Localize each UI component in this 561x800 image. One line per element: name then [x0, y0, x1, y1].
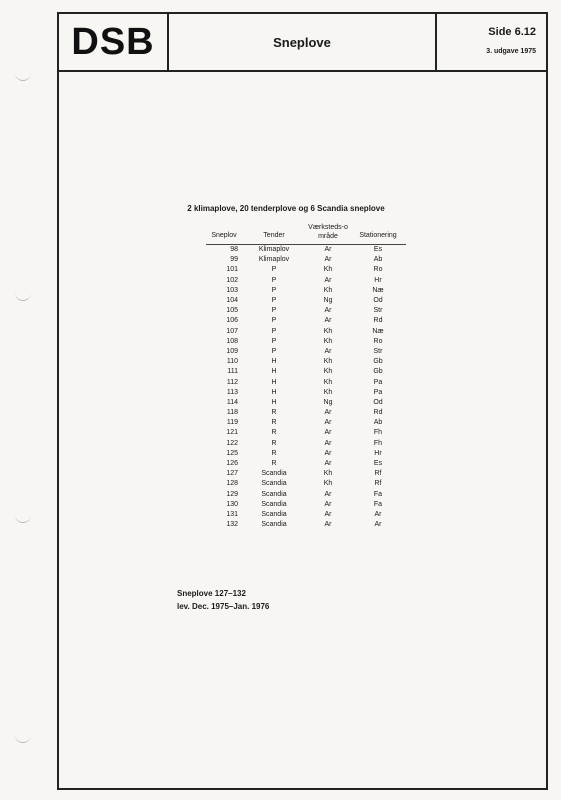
cell-sneplov — [206, 245, 242, 256]
cell-sneplov — [206, 398, 242, 408]
sneplov-number: 125 — [226, 449, 238, 457]
logo-box — [59, 14, 169, 70]
cell-tender: Scandia — [261, 510, 287, 518]
cell-tender: R — [271, 449, 277, 457]
cell-tender: H — [271, 358, 277, 366]
document-title: Sneplove — [273, 34, 331, 50]
table-row — [206, 347, 406, 357]
sneplov-number: 128 — [226, 480, 238, 488]
snowplow-table — [206, 223, 406, 530]
cell-sneplov — [206, 418, 242, 428]
cell-tender: R — [271, 419, 277, 427]
table-row — [206, 428, 406, 438]
sneplov-number: 118 — [226, 409, 238, 417]
cell-sneplov — [206, 286, 242, 296]
cell-tender: Klimaplov — [258, 256, 290, 264]
cell-workshop-area: Ar — [324, 521, 332, 529]
cell-tender: H — [271, 378, 277, 386]
table-row — [206, 265, 406, 275]
table-row — [206, 367, 406, 377]
table-row — [206, 245, 406, 256]
sneplov-number: 127 — [226, 470, 238, 478]
cell-station: Gb — [373, 368, 383, 376]
column-header-workshop-area — [306, 223, 350, 245]
table-row — [206, 479, 406, 489]
table-row — [206, 449, 406, 459]
cell-station: Ro — [373, 266, 383, 274]
cell-sneplov — [206, 337, 242, 347]
cell-tender: H — [271, 388, 277, 396]
cell-sneplov — [206, 296, 242, 306]
binder-punch-hole — [15, 290, 31, 301]
sneplov-number: 109 — [226, 347, 238, 355]
cell-workshop-area: Kh — [323, 368, 333, 376]
cell-workshop-area: Ar — [324, 317, 332, 325]
cell-station: Hr — [374, 276, 382, 284]
table-row — [206, 510, 406, 520]
cell-workshop-area: Ar — [324, 419, 332, 427]
cell-workshop-area: Kh — [323, 388, 333, 396]
cell-sneplov — [206, 490, 242, 500]
cell-sneplov — [206, 459, 242, 469]
cell-sneplov — [206, 306, 242, 316]
cell-workshop-area: Ar — [324, 460, 332, 468]
table-header-row — [206, 223, 406, 245]
sneplov-number: 113 — [226, 388, 238, 396]
sneplov-number: 121 — [226, 429, 238, 437]
cell-workshop-area: Kh — [323, 358, 333, 366]
sneplov-number: 132 — [226, 521, 238, 529]
sneplov-number: 108 — [226, 337, 238, 345]
binder-punch-hole — [15, 512, 31, 523]
cell-sneplov — [206, 265, 242, 275]
cell-station: Od — [373, 398, 383, 406]
column-header-station: Stationering — [350, 223, 406, 245]
cell-sneplov — [206, 439, 242, 449]
sneplov-number: 119 — [226, 419, 238, 427]
sneplov-number: 102 — [226, 276, 238, 284]
cell-workshop-area: Kh — [323, 266, 333, 274]
cell-station: Fa — [373, 500, 383, 508]
page-number: Side 6.12 — [488, 26, 536, 38]
cell-workshop-area: Ar — [324, 409, 332, 417]
binder-punch-hole — [15, 732, 31, 743]
cell-station: Næ — [372, 286, 384, 294]
cell-sneplov — [206, 276, 242, 286]
sneplov-number: 129 — [226, 490, 238, 498]
table-row — [206, 255, 406, 265]
cell-tender: Scandia — [261, 480, 287, 488]
cell-station: Ar — [374, 510, 382, 518]
cell-station: Od — [373, 297, 383, 305]
column-header-tender: Tender — [242, 223, 306, 245]
cell-workshop-area: Ar — [324, 439, 332, 447]
table-body — [206, 245, 406, 531]
cell-station: Ro — [373, 337, 383, 345]
sneplov-number: 107 — [226, 327, 238, 335]
sneplov-number: 101 — [226, 266, 238, 274]
cell-station: Rf — [374, 470, 382, 478]
table-row — [206, 337, 406, 347]
cell-tender: P — [271, 266, 277, 274]
cell-tender: Scandia — [261, 500, 287, 508]
cell-station: Str — [373, 347, 383, 355]
cell-sneplov — [206, 388, 242, 398]
cell-sneplov — [206, 377, 242, 387]
cell-tender: P — [271, 276, 277, 284]
column-header-sneplov: Sneplov — [206, 223, 242, 245]
sneplov-number: 114 — [226, 398, 238, 406]
table-row — [206, 469, 406, 479]
table-row — [206, 500, 406, 510]
sneplov-number: 110 — [226, 358, 238, 366]
cell-station: Fh — [373, 439, 383, 447]
cell-workshop-area: Kh — [323, 480, 333, 488]
sneplov-number: 106 — [226, 317, 238, 325]
table-row — [206, 296, 406, 306]
cell-station: Es — [373, 246, 383, 254]
cell-sneplov — [206, 449, 242, 459]
cell-tender: R — [271, 409, 277, 417]
table-row — [206, 306, 406, 316]
cell-station: Str — [373, 307, 383, 315]
sneplov-number: 126 — [226, 460, 238, 468]
cell-workshop-area: Ar — [324, 276, 332, 284]
cell-workshop-area: Ng — [323, 398, 333, 406]
delivery-note — [177, 587, 269, 613]
page-info-box — [435, 14, 546, 70]
table-row — [206, 286, 406, 296]
sneplov-number: 104 — [226, 297, 238, 305]
cell-workshop-area: Ar — [324, 307, 332, 315]
table-row — [206, 357, 406, 367]
delivery-note-line-2: lev. Dec. 1975–Jan. 1976 — [177, 602, 270, 611]
cell-tender: P — [271, 327, 277, 335]
cell-tender: R — [271, 439, 277, 447]
cell-sneplov — [206, 347, 242, 357]
cell-station: Gb — [373, 358, 383, 366]
cell-workshop-area: Kh — [323, 327, 333, 335]
table-row — [206, 520, 406, 530]
cell-sneplov — [206, 520, 242, 530]
cell-tender: Scandia — [261, 521, 287, 529]
table-row — [206, 398, 406, 408]
cell-tender: P — [271, 297, 277, 305]
cell-station: Fh — [373, 429, 383, 437]
cell-workshop-area: Kh — [323, 337, 333, 345]
sneplov-number: 111 — [227, 368, 238, 376]
sneplov-number: 103 — [226, 286, 238, 294]
cell-workshop-area: Ar — [324, 510, 332, 518]
sneplov-number: 105 — [226, 307, 238, 315]
delivery-note-line-1: Sneplove 127–132 — [177, 589, 246, 598]
cell-workshop-area: Ng — [323, 297, 333, 305]
cell-sneplov — [206, 367, 242, 377]
cell-station: Es — [373, 460, 383, 468]
cell-station: Ar — [374, 521, 382, 529]
cell-workshop-area: Ar — [324, 256, 332, 264]
table-row — [206, 439, 406, 449]
cell-sneplov — [206, 316, 242, 326]
table-row — [206, 316, 406, 326]
cell-workshop-area: Kh — [323, 286, 333, 294]
edition-label: 3. udgave 1975 — [486, 48, 536, 55]
cell-sneplov — [206, 357, 242, 367]
dsb-logo: DSB — [71, 20, 155, 63]
document-header — [59, 14, 546, 72]
table-row — [206, 490, 406, 500]
cell-station: Rf — [374, 480, 382, 488]
workshop-area-label: Værksteds-område — [308, 224, 348, 240]
cell-sneplov — [206, 479, 242, 489]
cell-sneplov — [206, 500, 242, 510]
table-row — [206, 377, 406, 387]
sneplov-number: 131 — [226, 510, 238, 518]
table-row — [206, 408, 406, 418]
table-row — [206, 418, 406, 428]
cell-sneplov — [206, 428, 242, 438]
cell-tender: Scandia — [261, 470, 287, 478]
cell-sneplov — [206, 408, 242, 418]
table-row — [206, 327, 406, 337]
sneplov-number: 98 — [230, 246, 238, 254]
cell-tender: Scandia — [261, 490, 287, 498]
sneplov-number: 99 — [230, 256, 238, 264]
cell-workshop-area: Ar — [324, 347, 332, 355]
cell-station: Pa — [373, 378, 383, 386]
cell-station: Rd — [373, 317, 383, 325]
cell-sneplov — [206, 469, 242, 479]
cell-workshop-area: Ar — [324, 429, 332, 437]
cell-station: Ab — [373, 419, 383, 427]
cell-tender: R — [271, 460, 277, 468]
cell-tender: P — [271, 286, 277, 294]
cell-tender: P — [271, 347, 277, 355]
cell-station: Ab — [373, 256, 383, 264]
table-title: 2 klimaplove, 20 tenderplove og 6 Scandia sneplove — [187, 204, 385, 213]
cell-tender: R — [271, 429, 277, 437]
cell-workshop-area: Ar — [324, 246, 332, 254]
cell-station: Næ — [372, 327, 384, 335]
binder-punch-hole — [15, 70, 31, 81]
cell-sneplov — [206, 255, 242, 265]
cell-workshop-area: Ar — [324, 500, 332, 508]
table-row — [206, 388, 406, 398]
cell-tender: P — [271, 337, 277, 345]
cell-tender: H — [271, 368, 277, 376]
cell-tender: P — [271, 317, 277, 325]
cell-workshop-area: Kh — [323, 470, 333, 478]
sneplov-number: 112 — [226, 378, 238, 386]
cell-sneplov — [206, 327, 242, 337]
cell-station: Fa — [373, 490, 383, 498]
cell-station: Pa — [373, 388, 383, 396]
sneplov-number: 122 — [226, 439, 238, 447]
cell-tender: H — [271, 398, 277, 406]
cell-sneplov — [206, 510, 242, 520]
table-row — [206, 276, 406, 286]
sneplov-number: 130 — [226, 500, 238, 508]
cell-workshop-area: Ar — [324, 449, 332, 457]
cell-station: Hr — [374, 449, 382, 457]
table-row — [206, 459, 406, 469]
cell-tender: Klimaplov — [258, 246, 290, 254]
cell-workshop-area: Ar — [324, 490, 332, 498]
cell-station: Rd — [373, 409, 383, 417]
cell-workshop-area: Kh — [323, 378, 333, 386]
cell-tender: P — [271, 307, 277, 315]
